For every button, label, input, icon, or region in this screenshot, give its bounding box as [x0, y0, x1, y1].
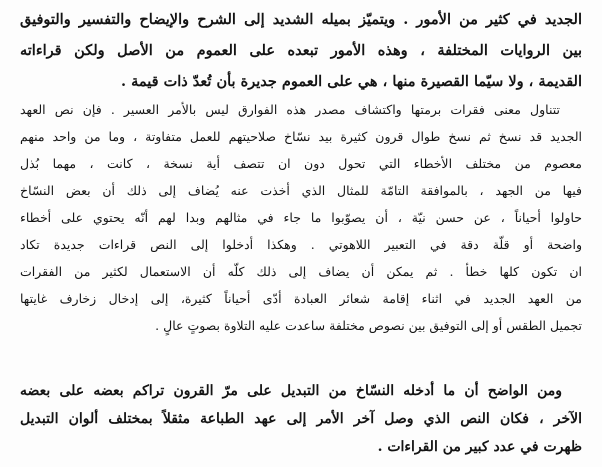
text-line: الآخر ، فكان النص الذي وصل آخر الأمر إلى عهد الطباعة مثقلاً بمختلف ألوان التبديل	[20, 411, 582, 427]
text-line: ان تكون كلها خطأ . ثم يمكن أن يضاف إلى ذلك كلّه أن الاستعمال لكثير من الفقرات	[20, 264, 582, 279]
text-line: الجديد في كثير من الأمور . ويتميّز بميله الشديد إلى الشرح والإيضاح والتفسير والتوفيق	[20, 11, 582, 28]
text-line: حاولوا أحياناً ، عن حسن نيّة ، أن يصوّبوا ما جاء في مثالهم وبدا لهم أنّه يحتوي على أخطاء	[20, 210, 582, 225]
text-line: ومن الواضح أن ما أدخله النسّاخ من التبديل على مرّ القرون تراكم بعضه على بعضه	[20, 383, 562, 399]
text-line: فيها من الجهد ، بالموافقة التامّة للمثال الذي أخذت عنه يُضاف إلى ذلك أن بعض النسّاخ	[20, 183, 582, 198]
text-line: معصوم من مختلف الأخطاء التي تحول دون ان تتصف أية نسخة ، كانت ، مهما بُذل	[20, 156, 582, 171]
text-line: تجميل الطقس أو إلى التوفيق بين نصوص مختلفة ساعدت عليه التلاوة بصوتٍ عالٍ .	[155, 318, 582, 333]
paragraph-1	[20, 4, 582, 97]
paragraph-3	[20, 377, 582, 461]
text-line: من العهد الجديد في اثناء إقامة شعائر العبادة أدّى أحياناً كثيرة، إلى إدخال زخارف غايتها	[20, 291, 582, 306]
text-line: واضحة أو قلّة دقة في التعبير اللاهوتي . وهكذا أدخلوا إلى النص قراءات جديدة تكاد	[20, 237, 582, 252]
text-line: القديمة ، ولا سيّما القصيرة منها ، هي على العموم جديرة بأن تُعدّ ذات قيمة .	[121, 73, 582, 90]
paragraph-2	[20, 96, 582, 339]
text-line: الجديد قد نسخ ثم نسخ طوال قرون كثيرة بيد نسّاخ صلاحيتهم للعمل متفاوتة ، وما من واحد منهم	[20, 129, 582, 144]
text-line: ظهرت في عدد كبير من القراءات .	[377, 439, 582, 455]
text-line: بين الروايات المختلفة ، وهذه الأمور تبعده على العموم من الأصل ولكن قراءاته	[20, 42, 582, 59]
text-line: تتناول معنى فقرات برمتها واكتشاف مصدر هذه الفوارق ليس بالأمر العسير . فإن نص العهد	[20, 102, 560, 117]
